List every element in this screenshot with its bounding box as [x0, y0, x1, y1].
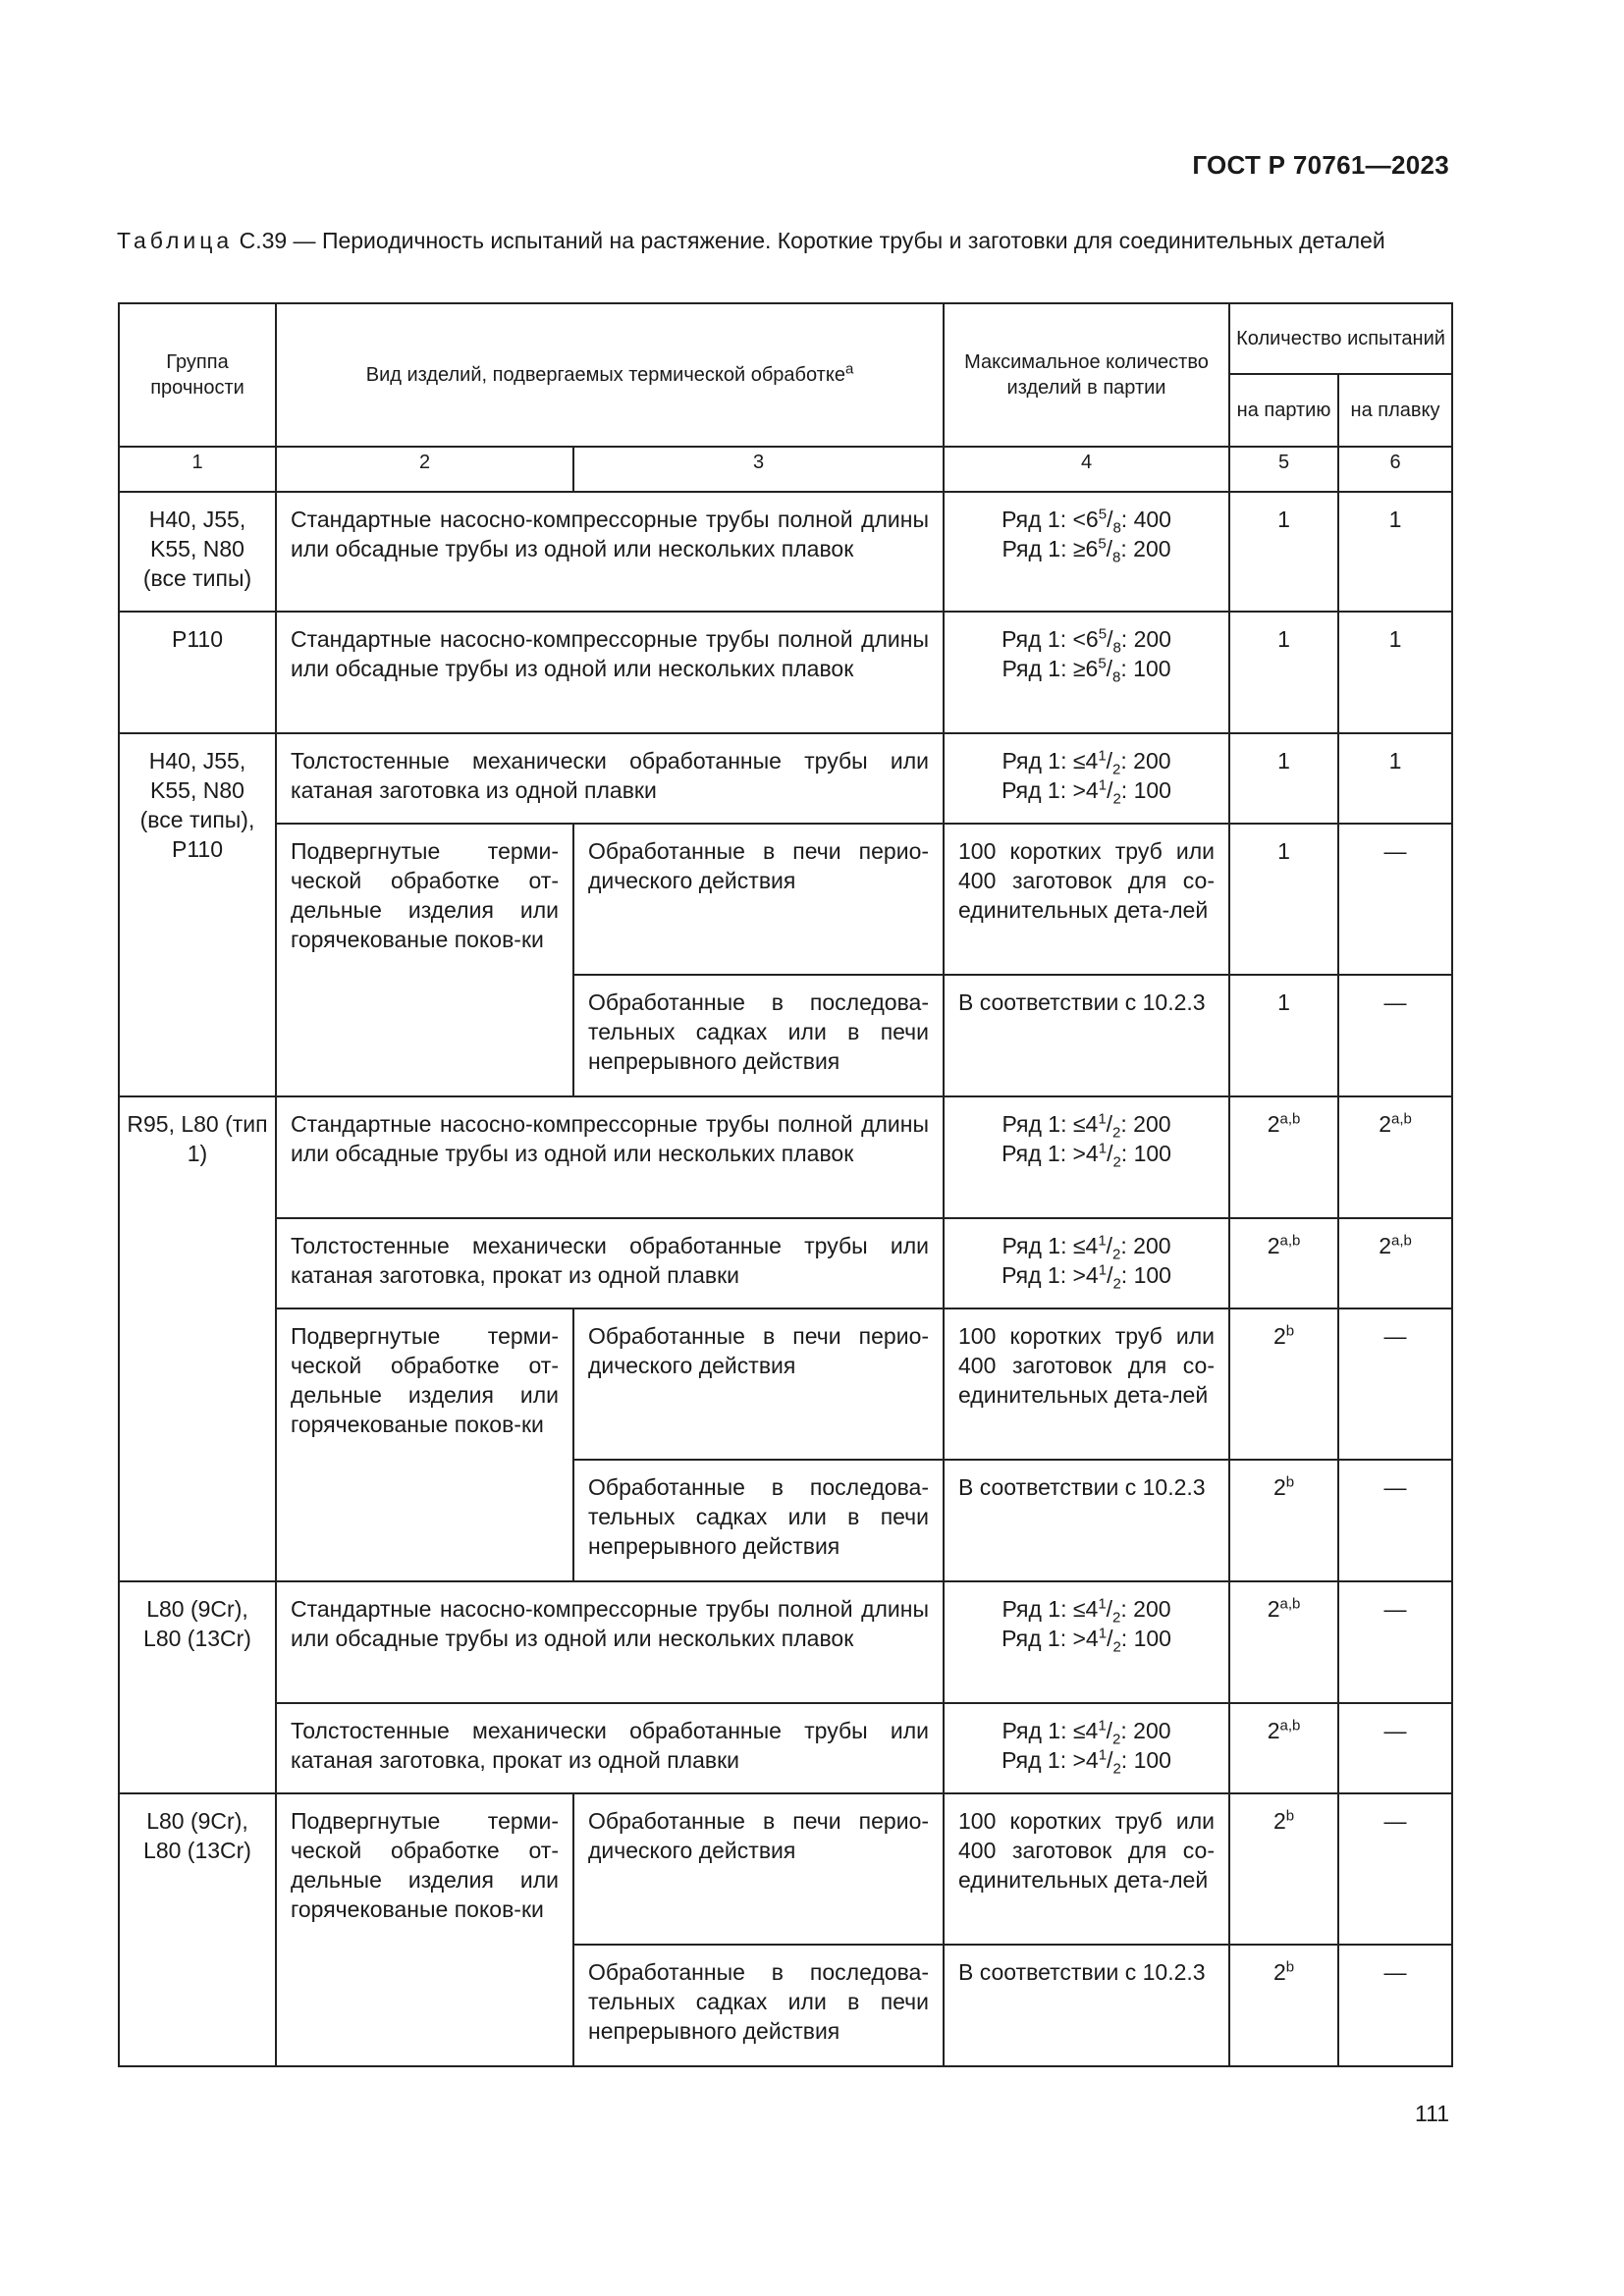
heat-treated-cell: Подвергнутые терми-ческой обработке от-дельные изделия или горячекованые поков-ки: [276, 1793, 573, 2066]
product-type-cell: Толстостенные механически обработанные трубы или катаная заготовка, прокат из одной плавки: [276, 1218, 944, 1308]
table-row: [119, 1308, 1452, 1460]
column-number: 1: [119, 447, 276, 492]
col-header-product-type: Вид изделий, подвергаемых термической обработке$^a$: [276, 303, 944, 447]
strength-group-cell: L80 (9Cr), L80 (13Cr): [119, 1793, 276, 2066]
per-heat-count: 1: [1338, 492, 1452, 612]
furnace-type-cell: Обработанные в последова-тельных садках или в печи непрерывного действия: [573, 1460, 944, 1581]
per-batch-count: 2$^b$: [1229, 1793, 1338, 1945]
per-heat-count: 2$^{a,b}$: [1338, 1096, 1452, 1218]
column-number: 4: [944, 447, 1229, 492]
table-row: [119, 1703, 1452, 1793]
table-row: [119, 492, 1452, 612]
column-number: 2: [276, 447, 573, 492]
per-heat-count: 1: [1338, 612, 1452, 733]
per-heat-count: —: [1338, 975, 1452, 1096]
test-frequency-table: [118, 302, 1453, 2067]
column-number: 3: [573, 447, 944, 492]
quantity-cell: 100 коротких труб или 400 заготовок для со-единительных дета-лей: [944, 824, 1229, 975]
quantity-cell: В соответствии с 10.2.3: [944, 975, 1229, 1096]
col-header-strength-group: Группа прочности: [119, 303, 276, 447]
table-row: [119, 1218, 1452, 1308]
column-number: 5: [1229, 447, 1338, 492]
per-heat-count: —: [1338, 1460, 1452, 1581]
col-header-test-count: Количество испытаний: [1229, 303, 1452, 374]
table-row: [119, 733, 1452, 824]
furnace-type-cell: Обработанные в печи перио-дического действия: [573, 1308, 944, 1460]
table-caption: [117, 226, 1448, 256]
per-batch-count: 2$^b$: [1229, 1460, 1338, 1581]
per-heat-count: 1: [1338, 733, 1452, 824]
per-batch-count: 2$^b$: [1229, 1308, 1338, 1460]
per-batch-count: 2$^{a,b}$: [1229, 1096, 1338, 1218]
product-type-cell: Стандартные насосно-компрессорные трубы полной длины или обсадные трубы из одной или нескольких плавок: [276, 492, 944, 612]
quantity-cell: Ряд 1: $\le 4^1/_2$: 200 Ряд 1: $>4^1/_2$: 100: [944, 1096, 1229, 1218]
heat-treated-cell: Подвергнутые терми-ческой обработке от-дельные изделия или горячекованые поков-ки: [276, 1308, 573, 1581]
column-number: 6: [1338, 447, 1452, 492]
quantity-cell: Ряд 1: $\le 4^1/_2$: 200 Ряд 1: $>4^1/_2$: 100: [944, 733, 1229, 824]
strength-group-cell: P110: [119, 612, 276, 733]
furnace-type-cell: Обработанные в печи перио-дического действия: [573, 824, 944, 975]
per-heat-count: —: [1338, 1581, 1452, 1703]
per-batch-count: 2$^{a,b}$: [1229, 1218, 1338, 1308]
quantity-cell: В соответствии с 10.2.3: [944, 1460, 1229, 1581]
quantity-cell: 100 коротких труб или 400 заготовок для со-единительных дета-лей: [944, 1793, 1229, 1945]
quantity-cell: В соответствии с 10.2.3: [944, 1945, 1229, 2066]
quantity-cell: Ряд 1: $\le 4^1/_2$: 200 Ряд 1: $>4^1/_2$: 100: [944, 1703, 1229, 1793]
per-batch-count: 2$^{a,b}$: [1229, 1581, 1338, 1703]
per-batch-count: 1: [1229, 733, 1338, 824]
per-heat-count: —: [1338, 1945, 1452, 2066]
per-batch-count: 2$^b$: [1229, 1945, 1338, 2066]
col-header-per-batch: на партию: [1229, 374, 1338, 447]
strength-group-cell: H40, J55, K55, N80 (все типы): [119, 492, 276, 612]
header-row: [119, 303, 1452, 374]
caption-label: Таблица: [117, 228, 234, 253]
per-heat-count: —: [1338, 824, 1452, 975]
col-header-max-quantity: Максимальное количество изделий в партии: [944, 303, 1229, 447]
product-type-cell: Толстостенные механически обработанные трубы или катаная заготовка, прокат из одной плавки: [276, 1703, 944, 1793]
col-header-per-heat: на плавку: [1338, 374, 1452, 447]
per-batch-count: 1: [1229, 824, 1338, 975]
column-number-row: [119, 447, 1452, 492]
strength-group-cell: H40, J55, K55, N80 (все типы), P110: [119, 733, 276, 1096]
per-batch-count: 2$^{a,b}$: [1229, 1703, 1338, 1793]
document-code: ГОСТ Р 70761—2023: [1192, 150, 1449, 180]
furnace-type-cell: Обработанные в последова-тельных садках или в печи непрерывного действия: [573, 1945, 944, 2066]
table-row: [119, 1581, 1452, 1703]
per-heat-count: —: [1338, 1703, 1452, 1793]
furnace-type-cell: Обработанные в печи перио-дического действия: [573, 1793, 944, 1945]
heat-treated-cell: Подвергнутые терми-ческой обработке от-дельные изделия или горячекованые поков-ки: [276, 824, 573, 1096]
quantity-cell: 100 коротких труб или 400 заготовок для со-единительных дета-лей: [944, 1308, 1229, 1460]
per-heat-count: —: [1338, 1308, 1452, 1460]
quantity-cell: Ряд 1: $<6^5/_8$: 200 Ряд 1: $\ge 6^5/_8$: 100: [944, 612, 1229, 733]
furnace-type-cell: Обработанные в последова-тельных садках или в печи непрерывного действия: [573, 975, 944, 1096]
strength-group-cell: L80 (9Cr), L80 (13Cr): [119, 1581, 276, 1793]
table-row: [119, 824, 1452, 975]
per-heat-count: 2$^{a,b}$: [1338, 1218, 1452, 1308]
table-row: [119, 1096, 1452, 1218]
product-type-cell: Толстостенные механически обработанные трубы или катаная заготовка из одной плавки: [276, 733, 944, 824]
product-type-cell: Стандартные насосно-компрессорные трубы полной длины или обсадные трубы из одной или нескольких плавок: [276, 1581, 944, 1703]
quantity-cell: Ряд 1: $\le 4^1/_2$: 200 Ряд 1: $>4^1/_2$: 100: [944, 1581, 1229, 1703]
strength-group-cell: R95, L80 (тип 1): [119, 1096, 276, 1581]
page-number: 111: [1415, 2101, 1449, 2126]
quantity-cell: Ряд 1: $\le 4^1/_2$: 200 Ряд 1: $>4^1/_2$: 100: [944, 1218, 1229, 1308]
table-row: [119, 612, 1452, 733]
table-row: [119, 1793, 1452, 1945]
per-batch-count: 1: [1229, 612, 1338, 733]
per-batch-count: 1: [1229, 492, 1338, 612]
per-batch-count: 1: [1229, 975, 1338, 1096]
product-type-cell: Стандартные насосно-компрессорные трубы полной длины или обсадные трубы из одной или нескольких плавок: [276, 612, 944, 733]
quantity-cell: Ряд 1: $<6^5/_8$: 400 Ряд 1: $\ge 6^5/_8$: 200: [944, 492, 1229, 612]
per-heat-count: —: [1338, 1793, 1452, 1945]
product-type-cell: Стандартные насосно-компрессорные трубы полной длины или обсадные трубы из одной или нескольких плавок: [276, 1096, 944, 1218]
caption-text: С.39 — Периодичность испытаний на растяжение. Короткие трубы и заготовки для соединительных деталей: [239, 228, 1385, 253]
